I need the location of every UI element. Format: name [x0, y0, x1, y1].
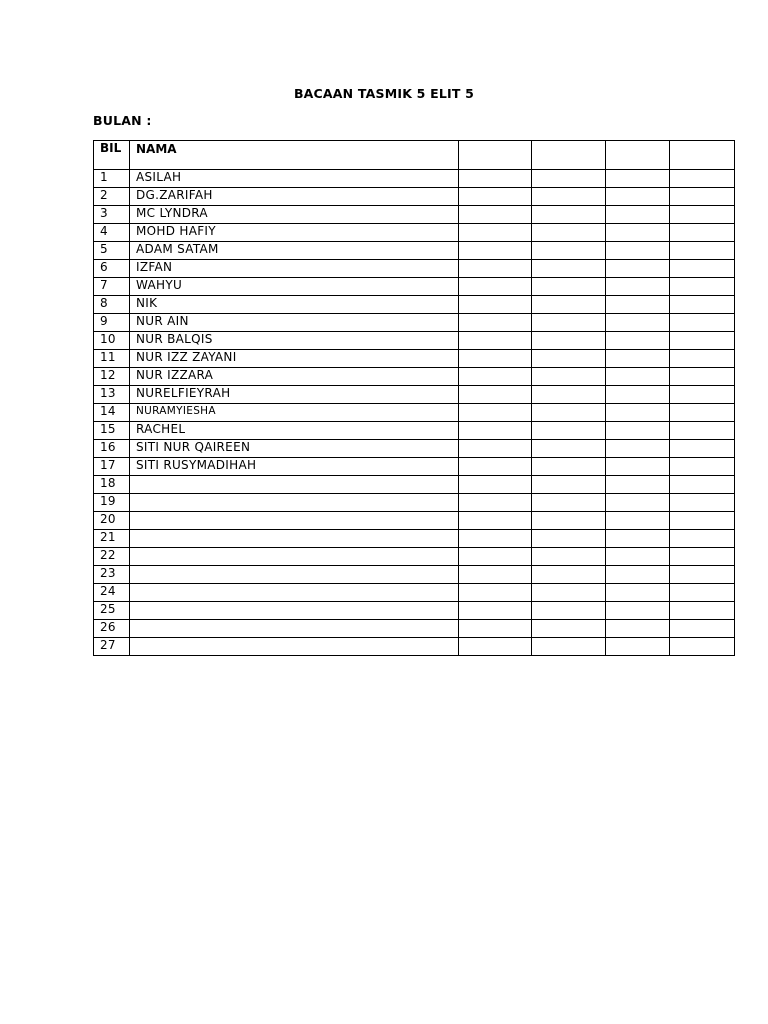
- cell-nama: DG.ZARIFAH: [130, 188, 459, 206]
- cell-blank-2: [532, 566, 606, 584]
- cell-blank-1: [459, 386, 532, 404]
- cell-blank-2: [532, 494, 606, 512]
- table-row: [94, 440, 735, 458]
- cell-blank-3: [606, 350, 670, 368]
- cell-blank-1: [459, 242, 532, 260]
- table-row: [94, 602, 735, 620]
- cell-nama: MOHD HAFIY: [130, 224, 459, 242]
- table-row: [94, 314, 735, 332]
- cell-blank-2: [532, 242, 606, 260]
- cell-blank-4: [670, 440, 735, 458]
- cell-blank-4: [670, 224, 735, 242]
- cell-bil: 25: [94, 602, 130, 620]
- cell-blank-2: [532, 620, 606, 638]
- cell-bil: 21: [94, 530, 130, 548]
- table-row: [94, 422, 735, 440]
- cell-blank-2: [532, 440, 606, 458]
- cell-blank-2: [532, 422, 606, 440]
- table-row: [94, 476, 735, 494]
- cell-blank-1: [459, 548, 532, 566]
- table-row: [94, 620, 735, 638]
- cell-bil: 19: [94, 494, 130, 512]
- table-row: [94, 350, 735, 368]
- cell-blank-4: [670, 404, 735, 422]
- cell-blank-2: [532, 278, 606, 296]
- cell-blank-1: [459, 206, 532, 224]
- cell-blank-3: [606, 476, 670, 494]
- cell-blank-1: [459, 296, 532, 314]
- cell-blank-4: [670, 602, 735, 620]
- cell-blank-3: [606, 620, 670, 638]
- table-row: [94, 386, 735, 404]
- table-row: [94, 296, 735, 314]
- cell-blank-1: [459, 602, 532, 620]
- cell-blank-3: [606, 332, 670, 350]
- cell-blank-3: [606, 404, 670, 422]
- cell-blank-3: [606, 638, 670, 656]
- month-label: BULAN :: [93, 113, 152, 128]
- cell-blank-4: [670, 530, 735, 548]
- cell-blank-4: [670, 260, 735, 278]
- cell-blank-4: [670, 458, 735, 476]
- cell-blank-3: [606, 188, 670, 206]
- cell-nama: ADAM SATAM: [130, 242, 459, 260]
- cell-blank-4: [670, 548, 735, 566]
- cell-blank-4: [670, 620, 735, 638]
- cell-blank-1: [459, 332, 532, 350]
- cell-blank-2: [532, 548, 606, 566]
- cell-blank-4: [670, 242, 735, 260]
- table-row: [94, 278, 735, 296]
- cell-blank-3: [606, 548, 670, 566]
- table-row: [94, 566, 735, 584]
- cell-blank-3: [606, 224, 670, 242]
- cell-bil: 13: [94, 386, 130, 404]
- cell-blank-1: [459, 566, 532, 584]
- cell-blank-1: [459, 404, 532, 422]
- cell-blank-4: [670, 494, 735, 512]
- cell-nama: [130, 620, 459, 638]
- cell-bil: 6: [94, 260, 130, 278]
- cell-blank-1: [459, 278, 532, 296]
- cell-blank-3: [606, 206, 670, 224]
- cell-bil: 23: [94, 566, 130, 584]
- table-row: [94, 458, 735, 476]
- cell-blank-3: [606, 260, 670, 278]
- cell-blank-2: [532, 188, 606, 206]
- cell-nama: SITI RUSYMADIHAH: [130, 458, 459, 476]
- cell-blank-2: [532, 386, 606, 404]
- cell-nama: [130, 566, 459, 584]
- cell-blank-1: [459, 368, 532, 386]
- cell-blank-3: [606, 512, 670, 530]
- cell-blank-3: [606, 440, 670, 458]
- page-title: BACAAN TASMIK 5 ELIT 5: [293, 86, 475, 101]
- cell-bil: 2: [94, 188, 130, 206]
- cell-blank-4: [670, 512, 735, 530]
- table-row: [94, 548, 735, 566]
- cell-blank-4: [670, 566, 735, 584]
- table-row: [94, 242, 735, 260]
- cell-bil: 16: [94, 440, 130, 458]
- cell-blank-2: [532, 404, 606, 422]
- cell-blank-1: [459, 422, 532, 440]
- header-nama: NAMA: [130, 141, 459, 170]
- cell-nama: MC LYNDRA: [130, 206, 459, 224]
- cell-blank-1: [459, 350, 532, 368]
- cell-nama: NUR BALQIS: [130, 332, 459, 350]
- cell-nama: NUR IZZ ZAYANI: [130, 350, 459, 368]
- table-row: [94, 404, 735, 422]
- cell-bil: 27: [94, 638, 130, 656]
- cell-bil: 26: [94, 620, 130, 638]
- cell-blank-2: [532, 530, 606, 548]
- table-row: [94, 206, 735, 224]
- header-blank-3: [606, 141, 670, 170]
- header-blank-1: [459, 141, 532, 170]
- cell-blank-1: [459, 260, 532, 278]
- cell-blank-4: [670, 422, 735, 440]
- table-row: [94, 368, 735, 386]
- cell-blank-3: [606, 242, 670, 260]
- header-blank-4: [670, 141, 735, 170]
- cell-blank-4: [670, 584, 735, 602]
- cell-blank-1: [459, 314, 532, 332]
- cell-nama: [130, 548, 459, 566]
- cell-bil: 9: [94, 314, 130, 332]
- cell-blank-2: [532, 170, 606, 188]
- cell-blank-2: [532, 224, 606, 242]
- cell-nama: [130, 494, 459, 512]
- cell-nama: IZFAN: [130, 260, 459, 278]
- cell-blank-3: [606, 494, 670, 512]
- cell-bil: 3: [94, 206, 130, 224]
- cell-blank-1: [459, 458, 532, 476]
- cell-blank-3: [606, 584, 670, 602]
- cell-nama: SITI NUR QAIREEN: [130, 440, 459, 458]
- cell-blank-1: [459, 476, 532, 494]
- roster-table: [93, 140, 735, 656]
- cell-blank-1: [459, 584, 532, 602]
- cell-blank-2: [532, 602, 606, 620]
- cell-blank-2: [532, 206, 606, 224]
- cell-blank-3: [606, 386, 670, 404]
- cell-blank-3: [606, 458, 670, 476]
- table-row: [94, 188, 735, 206]
- cell-bil: 7: [94, 278, 130, 296]
- cell-blank-2: [532, 458, 606, 476]
- cell-blank-1: [459, 170, 532, 188]
- cell-bil: 11: [94, 350, 130, 368]
- cell-blank-4: [670, 314, 735, 332]
- cell-bil: 10: [94, 332, 130, 350]
- cell-blank-1: [459, 512, 532, 530]
- cell-blank-2: [532, 368, 606, 386]
- cell-nama: [130, 476, 459, 494]
- cell-blank-1: [459, 440, 532, 458]
- cell-blank-2: [532, 314, 606, 332]
- cell-blank-3: [606, 530, 670, 548]
- cell-blank-4: [670, 368, 735, 386]
- cell-blank-2: [532, 512, 606, 530]
- cell-blank-2: [532, 296, 606, 314]
- cell-nama: WAHYU: [130, 278, 459, 296]
- cell-blank-1: [459, 188, 532, 206]
- cell-bil: 17: [94, 458, 130, 476]
- cell-blank-4: [670, 350, 735, 368]
- cell-blank-4: [670, 638, 735, 656]
- table-row: [94, 512, 735, 530]
- cell-blank-4: [670, 386, 735, 404]
- cell-blank-1: [459, 224, 532, 242]
- cell-blank-4: [670, 188, 735, 206]
- cell-blank-2: [532, 332, 606, 350]
- cell-blank-2: [532, 476, 606, 494]
- cell-blank-2: [532, 638, 606, 656]
- cell-nama: [130, 530, 459, 548]
- cell-blank-3: [606, 566, 670, 584]
- cell-blank-2: [532, 350, 606, 368]
- cell-blank-4: [670, 332, 735, 350]
- cell-blank-2: [532, 260, 606, 278]
- cell-bil: 15: [94, 422, 130, 440]
- cell-blank-3: [606, 314, 670, 332]
- cell-bil: 20: [94, 512, 130, 530]
- cell-nama: NUR AIN: [130, 314, 459, 332]
- cell-bil: 1: [94, 170, 130, 188]
- cell-bil: 12: [94, 368, 130, 386]
- cell-bil: 22: [94, 548, 130, 566]
- cell-nama: [130, 512, 459, 530]
- cell-bil: 14: [94, 404, 130, 422]
- table-row: [94, 638, 735, 656]
- cell-bil: 5: [94, 242, 130, 260]
- cell-nama: [130, 584, 459, 602]
- header-bil: BIL: [94, 141, 130, 170]
- cell-blank-1: [459, 530, 532, 548]
- cell-bil: 8: [94, 296, 130, 314]
- cell-blank-2: [532, 584, 606, 602]
- cell-blank-3: [606, 602, 670, 620]
- cell-nama: [130, 602, 459, 620]
- table-row: [94, 530, 735, 548]
- cell-blank-3: [606, 296, 670, 314]
- cell-blank-1: [459, 638, 532, 656]
- cell-blank-3: [606, 278, 670, 296]
- table-row: [94, 584, 735, 602]
- table-header-row: [94, 141, 735, 170]
- cell-blank-4: [670, 476, 735, 494]
- table-row: [94, 260, 735, 278]
- cell-nama: [130, 638, 459, 656]
- cell-nama: ASILAH: [130, 170, 459, 188]
- cell-blank-4: [670, 206, 735, 224]
- table-row: [94, 170, 735, 188]
- cell-bil: 4: [94, 224, 130, 242]
- cell-nama: NURELFIEYRAH: [130, 386, 459, 404]
- table-row: [94, 332, 735, 350]
- table-row: [94, 494, 735, 512]
- cell-blank-3: [606, 170, 670, 188]
- table-row: [94, 224, 735, 242]
- cell-blank-1: [459, 494, 532, 512]
- cell-blank-3: [606, 368, 670, 386]
- cell-blank-4: [670, 296, 735, 314]
- cell-blank-4: [670, 278, 735, 296]
- cell-nama: RACHEL: [130, 422, 459, 440]
- cell-nama: NUR IZZARA: [130, 368, 459, 386]
- header-blank-2: [532, 141, 606, 170]
- cell-blank-4: [670, 170, 735, 188]
- cell-nama: NURAMYIESHA: [130, 404, 459, 422]
- cell-bil: 24: [94, 584, 130, 602]
- roster-body: [94, 170, 735, 656]
- cell-bil: 18: [94, 476, 130, 494]
- cell-blank-1: [459, 620, 532, 638]
- cell-nama: NIK: [130, 296, 459, 314]
- cell-blank-3: [606, 422, 670, 440]
